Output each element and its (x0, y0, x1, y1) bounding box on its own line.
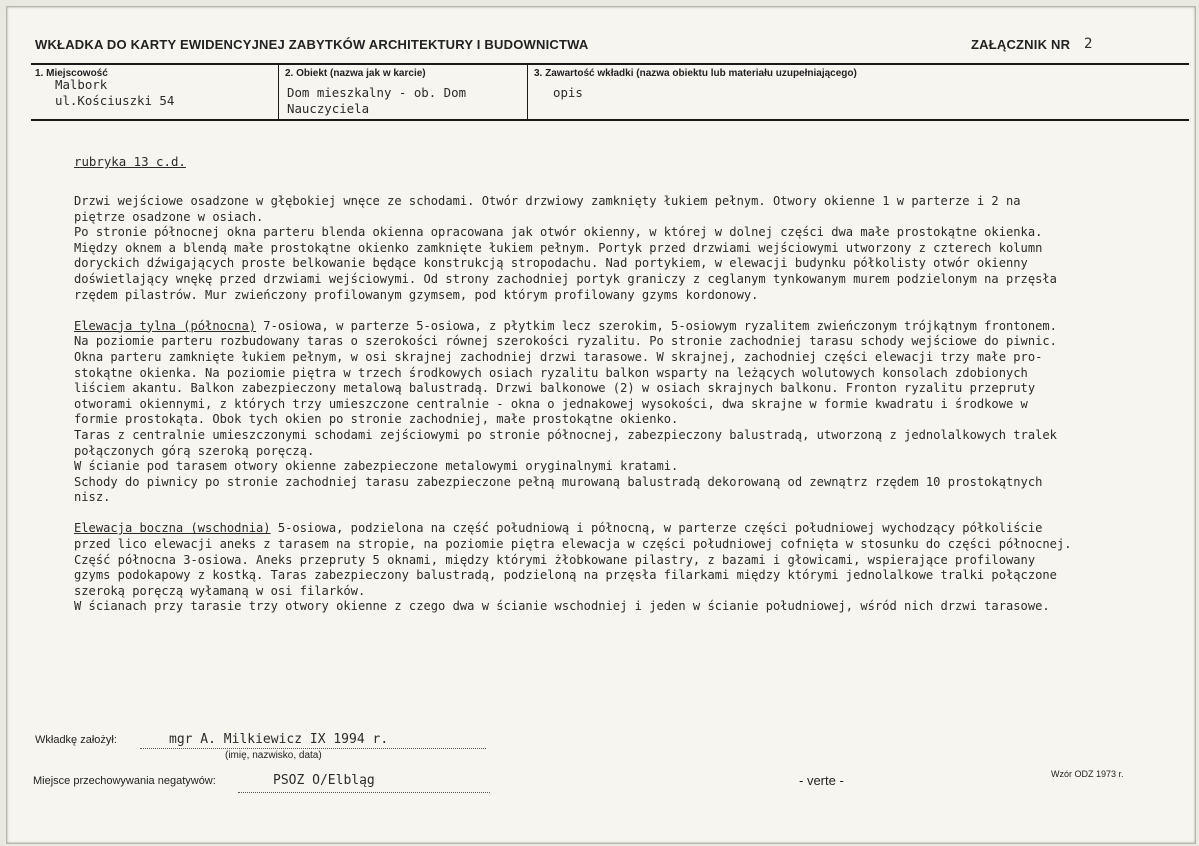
rear-elevation-heading: Elewacja tylna (północna) (74, 318, 257, 333)
annex-label: ZAŁĄCZNIK NR (971, 37, 1071, 52)
text-line: Drzwi wejściowe osadzone w głębokiej wnęce ze schodami. Otwór drzwiowy zamknięty łukiem pełnym. Otwory okienne 1 w parterze i 2 na (74, 194, 1021, 208)
text-line: przed lico elewacji aneks z tarasem na stropie, na poziomie piętra elewacja w części południowej cofnięta w stosunku do części północnej. (74, 537, 1072, 552)
field-2-value-line1: Dom mieszkalny - ob. Dom (287, 85, 467, 100)
text-line: W ścianach przy tarasie trzy otwory okienne z czego dwa w ścianie wschodniej i jeden w ścianie południowej, wśród nich drzwi tarasowe. (74, 599, 1050, 614)
text-line: formie prostokąta. Obok tych okien po stronie zachodniej, małe prostokątne okienko. (74, 412, 679, 427)
text-line: Schody do piwnicy po stronie zachodniej tarasu zabezpieczone pełną murowaną balustradą dekorowaną od zewnątrz rzędem 10 prostokątnych (74, 474, 1043, 489)
text-line: Między oknem a blendą małe prostokątne okienko zamknięte łukiem pełnym. Portyk przed drzwiami wejściowymi utworzony z czterech kolumn (74, 240, 1043, 255)
side-elevation-heading: Elewacja boczna (wschodnia) (74, 521, 271, 536)
author-hint: (imię, nazwisko, data) (225, 750, 322, 761)
text-line: Elewacja tylna (północna) 7-osiowa, w parterze 5-osiowa, z płytkim lecz szerokim, 5-osiowym ryzalitem zwieńczonym trójkątnym frontonem. (74, 318, 1057, 333)
paragraph-1 (74, 194, 1184, 303)
text-line: doświetlający wnękę przed drzwiami wejściowymi. Od strony zachodniej portyk graniczy z ceglanym tynkowanym murem podzielonym na przęsła (74, 271, 1057, 286)
field-3-label: 3. Zawartość wkładki (nazwa obiektu lub materiału uzupełniającego) (534, 68, 857, 79)
paragraph-3 (74, 521, 1184, 615)
field-2-value-line2: Nauczyciela (287, 101, 370, 116)
storage-dotted-line (238, 791, 490, 793)
author-value: mgr A. Milkiewicz IX 1994 r. (169, 732, 389, 747)
field-2-label: 2. Obiekt (nazwa jak w karcie) (285, 68, 426, 79)
section-heading: rubryka 13 c.d. (74, 154, 186, 169)
column-divider-2 (527, 64, 528, 120)
text-line: Elewacja boczna (wschodnia) 5-osiowa, podzielona na część południową i północną, w parterze części południowej wychodzący półkoliście (74, 521, 1043, 536)
text-line: otworami okiennymi, z których trzy umieszczone centralnie - okna o jednakowej wysokości, dwa skrajne w formie kwadratu i środkowe w (74, 396, 1028, 411)
paragraph-2 (74, 319, 1184, 506)
author-dotted-line (140, 747, 486, 749)
document-sheet (6, 6, 1196, 844)
field-1-value-line1: Malbork (55, 77, 108, 92)
text-line: Na poziomie parteru rozbudowany taras o szerokości równej szerokości ryzalitu. Po stronie zachodniej tarasu schody wejściowe do piwnic. (74, 334, 1057, 349)
text-line: Taras z centralnie umieszczonymi schodami zejściowymi po stronie północnej, zabezpieczony balustradą, utworzoną z jednolalkowych tralek (74, 427, 1057, 442)
text-line: Po stronie północnej okna parteru blenda okienna opracowana jak otwór okienny, w której w dolnej części dwa małe prostokątne okienka. (74, 225, 1043, 240)
text-line: szeroką poręczą wyłamaną w osi filarków. (74, 583, 366, 598)
header-rule-top (31, 63, 1189, 65)
storage-label: Miejsce przechowywania negatywów: (33, 775, 216, 787)
verte-note: - verte - (799, 773, 844, 788)
description-body (74, 194, 1184, 615)
text-line: Część północna 3-osiowa. Aneks przepruty 5 oknami, między którymi żłobkowane pilastry, z bazami i głowicami, wspierające profilowany (74, 552, 1036, 567)
text-line: gzyms podokapowy z kostką. Taras zabezpieczony balustradą, podzieloną na przęsła filarkami między którymi jednolalkowe tralki połączone (74, 568, 1057, 583)
text-line: liściem akantu. Balkon zabezpieczony metalową balustradą. Drzwi balkonowe (2) w osiach skrajnych balkonu. Fronton ryzalitu przepruty (74, 381, 1036, 396)
text-line: stokątne okienka. Na poziomie piętra w trzech środkowych osiach ryzalitu balkon wsparty na leżących wolutowych konsolach zdobionych (74, 365, 1028, 380)
text-line: rzędem pilastrów. Mur zwieńczony profilowanym gzymsem, pod którym profilowany gzyms kordonowy. (74, 287, 759, 302)
author-label: Wkładkę założył: (35, 734, 117, 746)
field-1-value-line2: ul.Kościuszki 54 (55, 93, 175, 108)
text-line: doryckich dźwigających proste belkowanie będące konstrukcją stropodachu. Nad portykiem, w elewacji budynku półkolisty otwór okienny (74, 256, 1028, 271)
header-rule-bottom (31, 119, 1189, 121)
text-line: W ścianie pod tarasem otwory okienne zabezpieczone metalowymi oryginalnymi kratami. (74, 459, 679, 474)
text-line: połączonych górą szeroką poręczą. (74, 443, 315, 458)
storage-value: PSOZ O/Elbląg (273, 773, 375, 788)
field-3-value: opis (553, 85, 583, 100)
text-line: piętrze osadzone w osiach. (74, 209, 264, 224)
text-line: Okna parteru zamknięte łukiem pełnym, w osi skrajnej zachodniej drzwi tarasowe. W skrajnej, zachodniej części elewacji trzy małe pro- (74, 349, 1043, 364)
annex-number: 2 (1084, 36, 1093, 52)
field-1-label: 1. Miejscowość (35, 68, 108, 79)
pattern-note: Wzór ODZ 1973 r. (1051, 769, 1124, 779)
column-divider-1 (278, 64, 279, 120)
text-line: nisz. (74, 490, 111, 505)
form-title: WKŁADKA DO KARTY EWIDENCYJNEJ ZABYTKÓW ARCHITEKTURY I BUDOWNICTWA (35, 37, 589, 52)
